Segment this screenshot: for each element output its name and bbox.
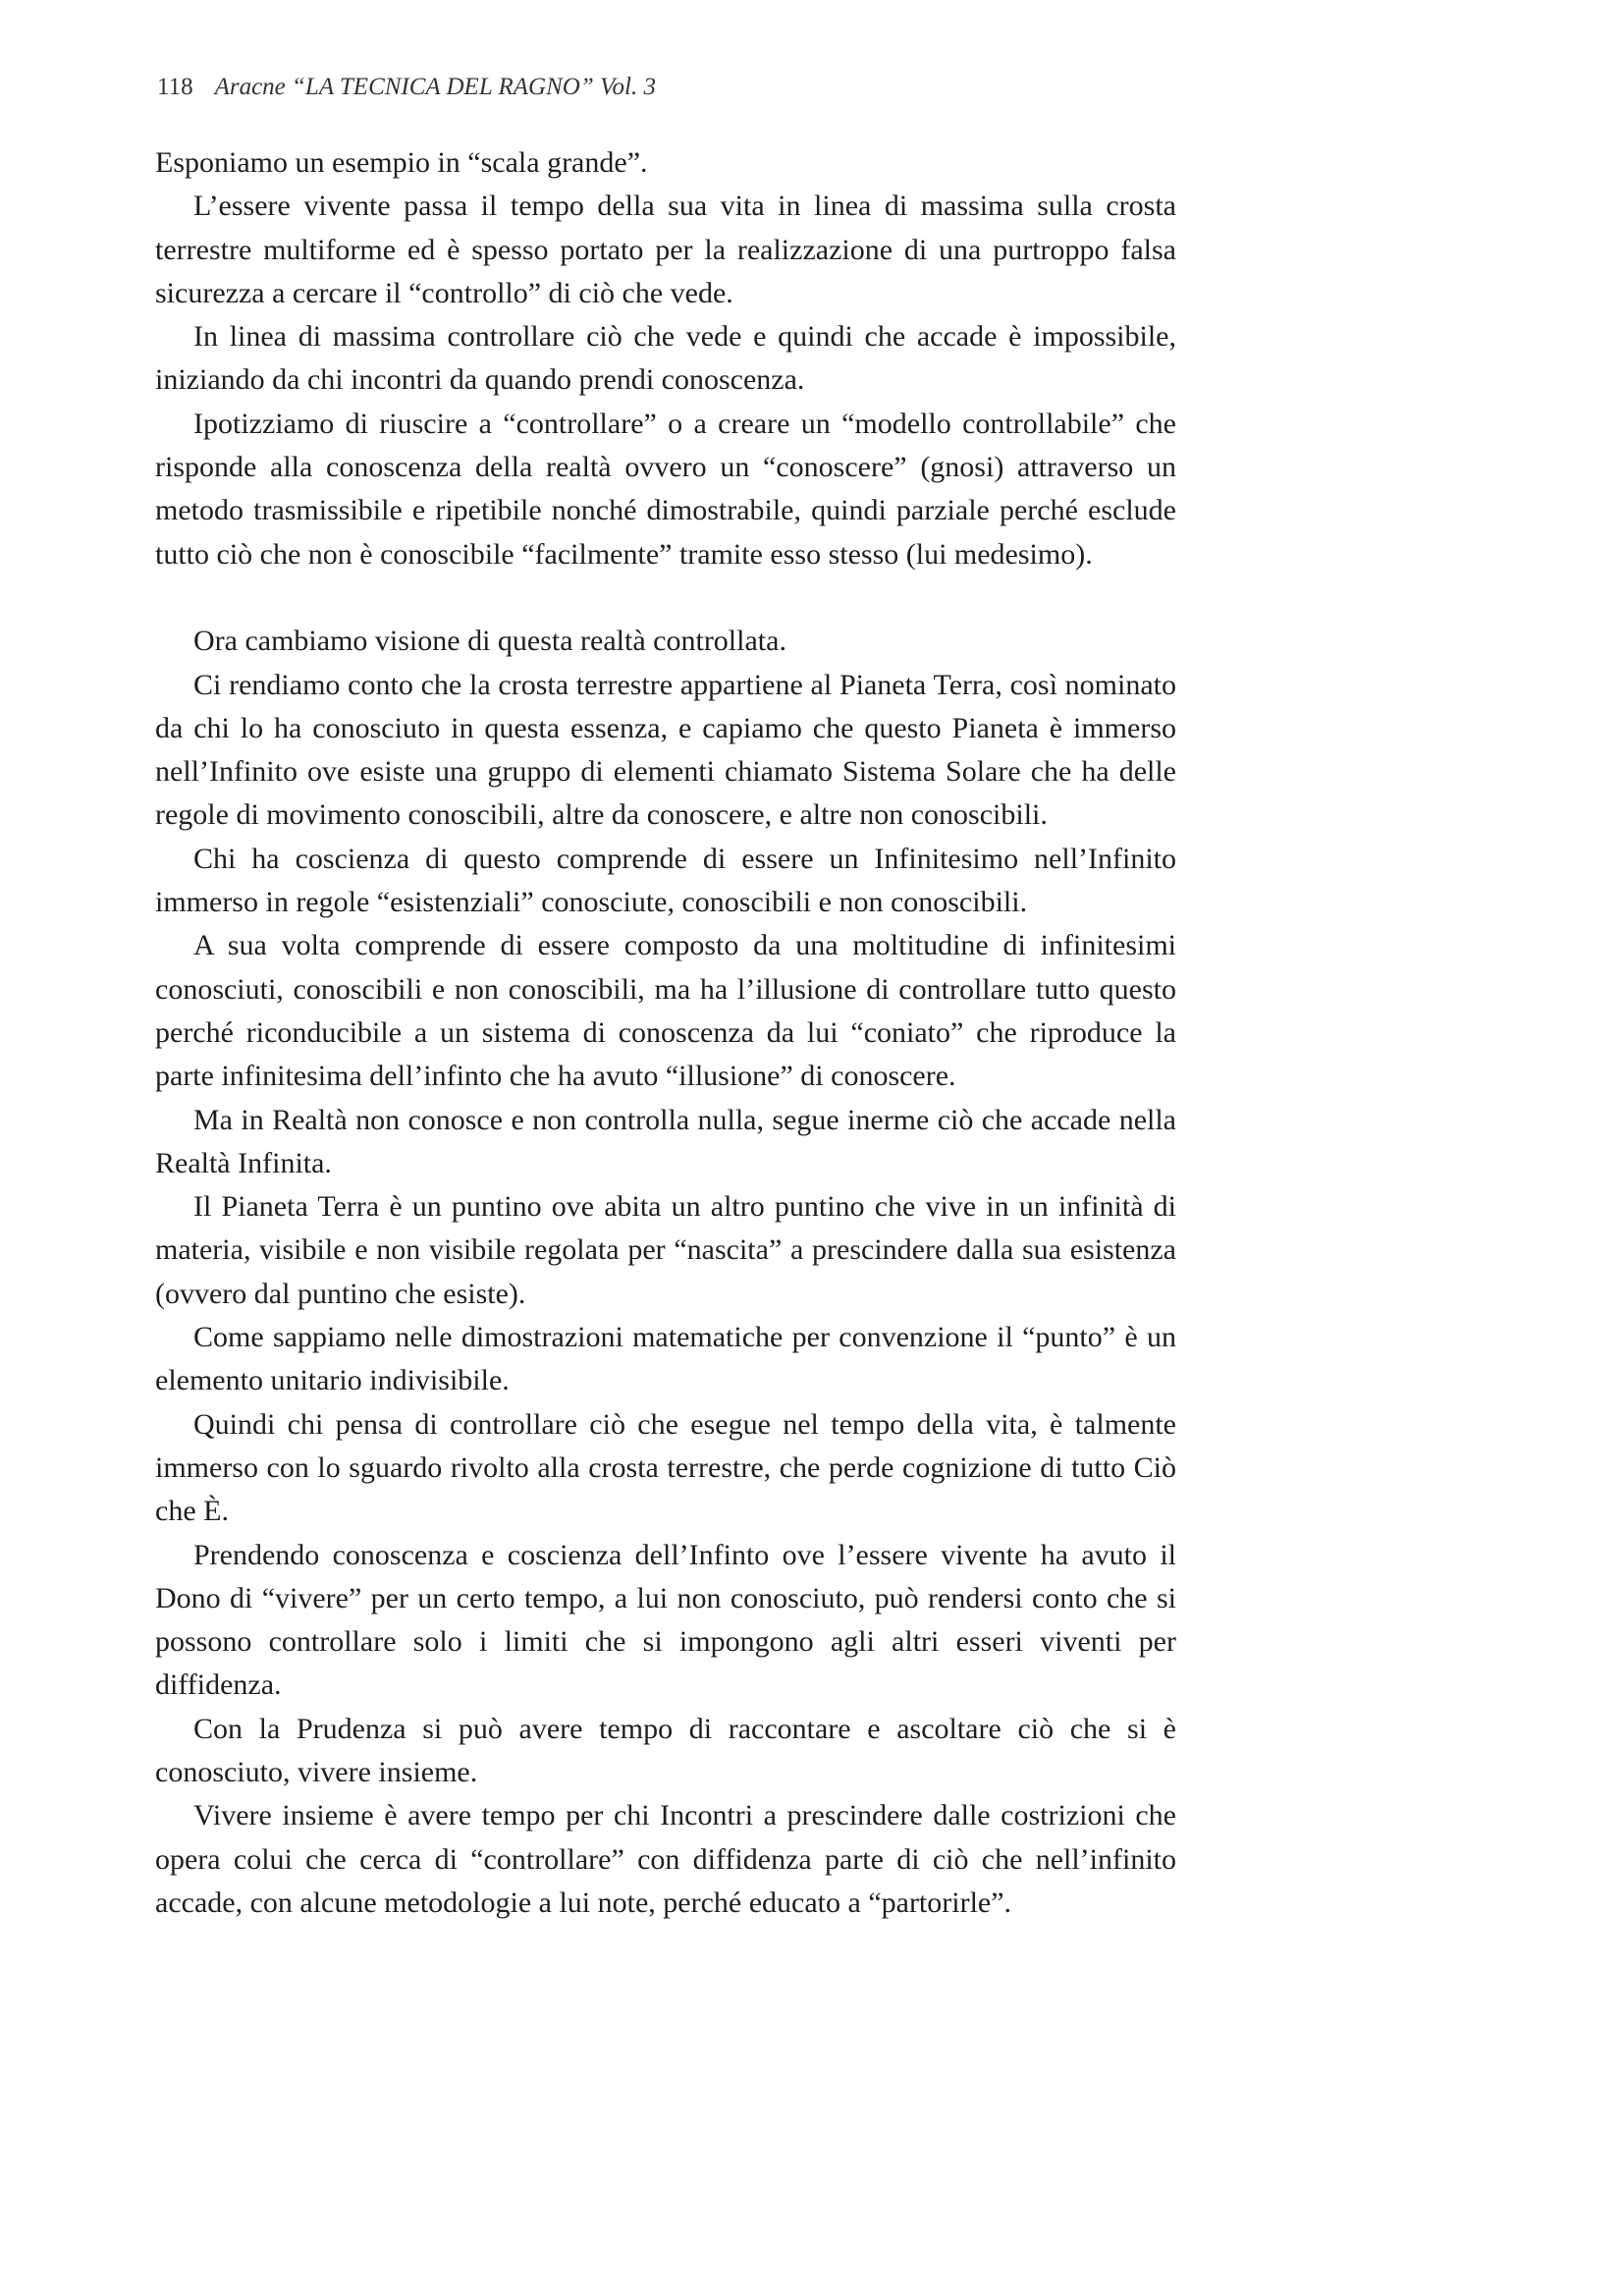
paragraph: Ci rendiamo conto che la crosta terrestre appartiene al Pianeta Terra, così nominato da chi lo ha conosciuto in questa essenza, e capiamo che questo Pianeta è immerso nell’Infinito ove esiste una gruppo di elementi chiamato Sistema Solare che ha delle regole di movimento conoscibili, altre da conoscere, e altre non conoscibili.	[155, 668, 1176, 832]
paragraph: Come sappiamo nelle dimostrazioni matematiche per convenzione il “punto” è un elemento unitario indivisibile.	[155, 1321, 1176, 1397]
paragraph: Ma in Realtà non conosce e non controlla nulla, segue inerme ciò che accade nella Realtà Infinita.	[155, 1103, 1176, 1179]
paragraph: Il Pianeta Terra è un puntino ove abita un altro puntino che vive in un infinità di materia, visibile e non visibile regolata per “nascita” a prescindere dalla sua esistenza (ovvero dal puntino che esiste).	[155, 1190, 1176, 1310]
paragraph: Chi ha coscienza di questo comprende di essere un Infinitesimo nell’Infinito immerso in regole “esistenziali” conosciute, conoscibili e non conoscibili.	[155, 842, 1176, 919]
paragraph: A sua volta comprende di essere composto da una moltitudine di infinitesimi conosciuti, conoscibili e non conoscibili, ma ha l’illusione di controllare tutto questo perché riconducibile a un sistema di conoscenza da lui “coniato” che riproduce la parte infinitesima dell’infinto che ha avuto “illusione” di conoscere.	[155, 929, 1176, 1093]
page-number: 118	[157, 74, 193, 100]
paragraph: Ipotizziamo di riuscire a “controllare” o a creare un “modello controllabile” che risponde alla conoscenza della realtà ovvero un “conoscere” (gnosi) attraverso un metodo trasmissibile e ripetibile nonché dimostrabile, quindi parziale perché esclude tutto ciò che non è conoscibile “facilmente” tramite esso stesso (lui medesimo).	[155, 407, 1176, 571]
body-text	[155, 141, 1176, 1925]
paragraph: Prendendo conoscenza e coscienza dell’Infinto ove l’essere vivente ha avuto il Dono di “vivere” per un certo tempo, a lui non conosciuto, può rendersi conto che si possono controllare solo i limiti che si impongono agli altri esseri viventi per diffidenza.	[155, 1538, 1176, 1702]
paragraph: Con la Prudenza si può avere tempo di raccontare e ascoltare ciò che si è conosciuto, vivere insieme.	[155, 1712, 1176, 1788]
paragraph: Quindi chi pensa di controllare ciò che esegue nel tempo della vita, è talmente immerso con lo sguardo rivolto alla crosta terrestre, che perde cognizione di tutto Ciò che È.	[155, 1407, 1176, 1528]
running-header	[157, 71, 656, 104]
paragraph: L’essere vivente passa il tempo della sua vita in linea di massima sulla crosta terrestre multiforme ed è spesso portato per la realizzazione di una purtroppo falsa sicurezza a cercare il “controllo” di ciò che vede.	[155, 190, 1176, 309]
section-break	[155, 576, 1176, 620]
paragraph: In linea di massima controllare ciò che vede e quindi che accade è impossibile, iniziando da chi incontri da quando prendi conoscenza.	[155, 320, 1176, 397]
paragraph: Vivere insieme è avere tempo per chi Incontri a prescindere dalle costrizioni che opera colui che cerca di “controllare” con diffidenza parte di ciò che nell’infinito accade, con alcune metodologie a lui note, perché educato a “partorirle”.	[155, 1799, 1176, 1919]
paragraph: Ora cambiamo visione di questa realtà controllata.	[193, 625, 786, 658]
paragraph: Esponiamo un esempio in “scala grande”.	[155, 146, 648, 179]
running-title: Aracne “LA TECNICA DEL RAGNO” Vol. 3	[214, 74, 656, 100]
